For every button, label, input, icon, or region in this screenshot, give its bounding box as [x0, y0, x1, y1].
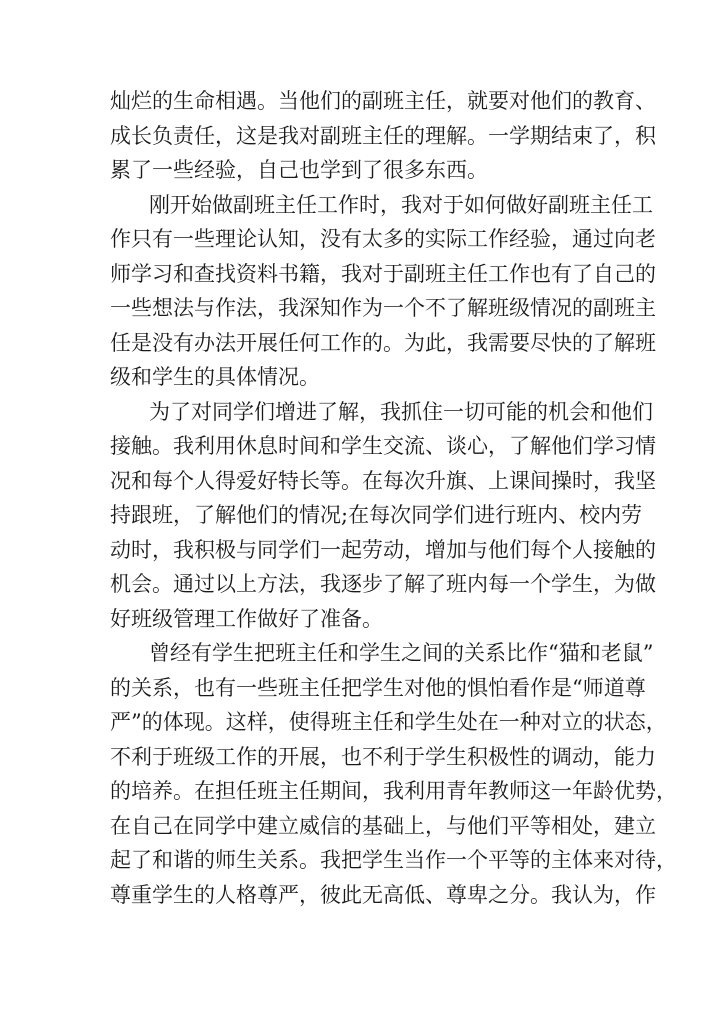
paragraph-4-line-8: 尊重学生的人格尊严，彼此无高低、尊卑之分。我认为，作	[110, 882, 656, 907]
paragraph-2-line-3: 师学习和查找资料书籍，我对于副班主任工作也有了自己的	[110, 261, 656, 286]
paragraph-1-line-1: 灿烂的生命相遇。当他们的副班主任，就要对他们的教育、	[110, 89, 656, 113]
paragraph-3-line-4: 持跟班，了解他们的情况;在每次同学们进行班内、校内劳	[110, 503, 643, 527]
paragraph-1-line-3: 累了一些经验，自己也学到了很多东西。	[110, 158, 488, 182]
paragraph-3-line-5: 动时，我积极与同学们一起劳动，增加与他们每个人接触的	[110, 537, 656, 562]
paragraph-2-line-6: 级和学生的具体情况。	[110, 365, 320, 389]
paragraph-1-line-2: 成长负责任，这是我对副班主任的理解。一学期结束了，积	[110, 123, 656, 148]
paragraph-4-line-6: 在自己在同学中建立威信的基础上，与他们平等相处，建立	[110, 813, 656, 838]
paragraph-4-line-7: 起了和谐的师生关系。我把学生当作一个平等的主体来对待，	[110, 848, 677, 872]
paragraph-2-line-5: 任是没有办法开展任何工作的。为此，我需要尽快的了解班	[110, 330, 656, 355]
paragraph-4-line-5: 的培养。在担任班主任期间，我利用青年教师这一年龄优势，	[110, 779, 677, 803]
paragraph-2-line-4: 一些想法与作法，我深知作为一个不了解班级情况的副班主	[110, 296, 656, 320]
paragraph-2-line-1: 刚开始做副班主任工作时，我对于如何做好副班主任工	[149, 192, 653, 217]
paragraph-3-line-3: 况和每个人得爱好特长等。在每次升旗、上课间操时，我坚	[110, 468, 656, 493]
paragraph-3-line-7: 好班级管理工作做好了准备。	[110, 606, 383, 631]
paragraph-3-line-2: 接触。我利用休息时间和学生交流、谈心，了解他们学习情	[110, 434, 656, 458]
paragraph-3-line-6: 机会。通过以上方法，我逐步了解了班内每一个学生，为做	[110, 572, 656, 596]
paragraph-4-line-4: 不利于班级工作的开展，也不利于学生积极性的调动，能力	[110, 744, 656, 769]
paragraph-4-line-3: 严”的体现。这样，使得班主任和学生处在一种对立的状态，	[110, 710, 667, 734]
paragraph-2-line-2: 作只有一些理论认知，没有太多的实际工作经验，通过向老	[110, 227, 656, 251]
paragraph-4-line-2: 的关系，也有一些班主任把学生对他的惧怕看作是“师道尊	[110, 675, 646, 700]
paragraph-3-line-1: 为了对同学们增进了解，我抓住一切可能的机会和他们	[149, 399, 653, 424]
paragraph-4-line-1: 曾经有学生把班主任和学生之间的关系比作“猫和老鼠”	[149, 641, 654, 665]
